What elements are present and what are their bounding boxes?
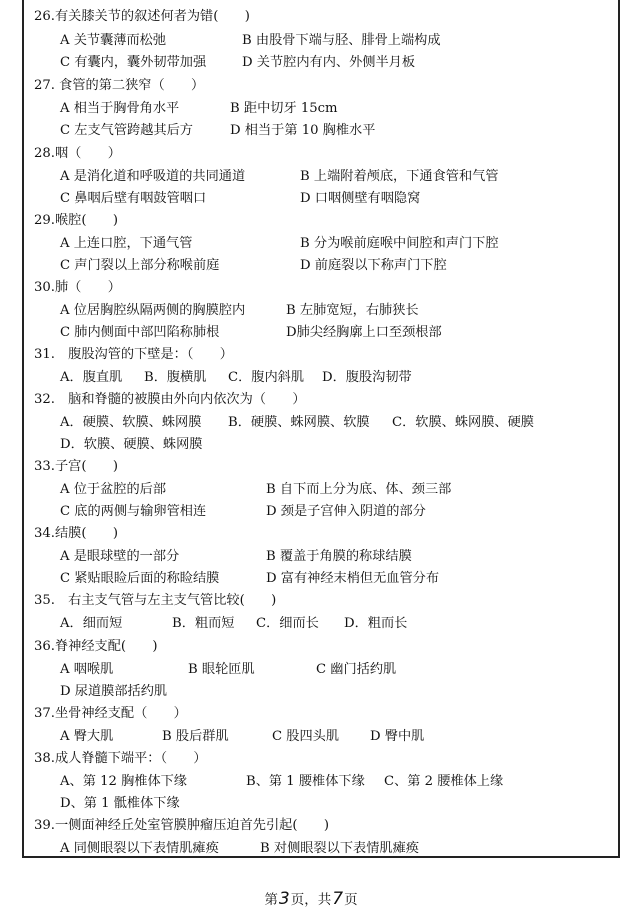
answer-option: D 相当于第 10 胸椎水平 bbox=[230, 123, 376, 138]
answer-option: C 肺内侧面中部凹陷称肺根 bbox=[60, 325, 220, 340]
answer-option: A 臀大肌 bbox=[60, 729, 114, 744]
answer-option: B 眼轮匝肌 bbox=[188, 662, 255, 677]
question-stem: 39.一侧面神经丘处室管膜肿瘤压迫首先引起( ) bbox=[34, 818, 330, 833]
answer-option: C 底的两侧与输卵管相连 bbox=[60, 504, 207, 519]
answer-option: B．粗而短 bbox=[172, 616, 235, 631]
answer-option: A 上连口腔，下通气管 bbox=[60, 236, 193, 251]
answer-option: A 位于盆腔的后部 bbox=[60, 482, 167, 497]
answer-option: B 覆盖于角膜的称球结膜 bbox=[266, 549, 412, 564]
question-stem: 26.有关膝关节的叙述何者为错( ) bbox=[34, 9, 250, 24]
answer-option: B 自下而上分为底、体、颈三部 bbox=[266, 482, 452, 497]
answer-option: C 左支气管跨越其后方 bbox=[60, 123, 193, 138]
answer-option: B 对侧眼裂以下表情肌瘫痪 bbox=[260, 841, 419, 856]
answer-option: C 幽门括约肌 bbox=[316, 662, 397, 677]
footer-prefix: 第 bbox=[264, 892, 278, 908]
question-stem: 34.结膜( ) bbox=[34, 526, 119, 541]
answer-option: B 上端附着颅底，下通食管和气管 bbox=[300, 169, 499, 184]
answer-option: C．腹内斜肌 bbox=[228, 370, 305, 385]
answer-option: A、第 12 胸椎体下缘 bbox=[60, 774, 187, 789]
answer-option: C 有囊内，囊外韧带加强 bbox=[60, 55, 207, 70]
answer-option: A．腹直肌 bbox=[60, 370, 123, 385]
question-stem: 37.坐骨神经支配（ ） bbox=[34, 706, 187, 721]
answer-option: A 同侧眼裂以下表情肌瘫痪 bbox=[60, 841, 219, 856]
question-stem: 38.成人脊髓下端平：（ ） bbox=[34, 751, 207, 766]
answer-option: D 颈是子宫伸入阴道的部分 bbox=[266, 504, 426, 519]
answer-option: C 鼻咽后壁有咽鼓管咽口 bbox=[60, 191, 207, 206]
answer-option: B．腹横肌 bbox=[144, 370, 207, 385]
footer-page-number: 3 bbox=[278, 889, 290, 909]
answer-option: D肺尖经胸廓上口至颈根部 bbox=[286, 325, 442, 340]
answer-option: A．细而短 bbox=[60, 616, 123, 631]
answer-option: A 是眼球壁的一部分 bbox=[60, 549, 180, 564]
answer-option: B 距中切牙 15cm bbox=[230, 101, 338, 116]
question-stem: 27. 食管的第二狭窄（ ） bbox=[34, 78, 205, 93]
answer-option: D 臀中肌 bbox=[370, 729, 425, 744]
page-footer bbox=[0, 888, 622, 909]
question-stem: 29.喉腔( ) bbox=[34, 213, 119, 228]
answer-option: A 是消化道和呼吸道的共同通道 bbox=[60, 169, 246, 184]
answer-option: D、第 1 骶椎体下缘 bbox=[60, 796, 180, 811]
answer-option: C 声门裂以上部分称喉前庭 bbox=[60, 258, 220, 273]
answer-option: D 前庭裂以下称声门下腔 bbox=[300, 258, 447, 273]
footer-suffix: 页 bbox=[344, 892, 358, 908]
answer-option: C．细而长 bbox=[256, 616, 319, 631]
answer-option: A 咽喉肌 bbox=[60, 662, 114, 677]
answer-option: C、第 2 腰椎体上缘 bbox=[384, 774, 504, 789]
answer-option: D 尿道膜部括约肌 bbox=[60, 684, 168, 699]
answer-option: B 分为喉前庭喉中间腔和声门下腔 bbox=[300, 236, 499, 251]
answer-option: A 相当于胸骨角水平 bbox=[60, 101, 180, 116]
answer-option: B 股后群肌 bbox=[162, 729, 229, 744]
answer-option: A．硬膜、软膜、蛛网膜 bbox=[60, 415, 202, 430]
answer-option: B 由股骨下端与胫、腓骨上端构成 bbox=[242, 33, 441, 48]
answer-option: D 富有神经末梢但无血管分布 bbox=[266, 571, 440, 586]
answer-option: A 关节囊薄而松弛 bbox=[60, 33, 167, 48]
question-stem: 32. 脑和脊髓的被膜由外向内依次为（ ） bbox=[34, 392, 306, 407]
answer-option: D．腹股沟韧带 bbox=[322, 370, 412, 385]
footer-middle: 页，共 bbox=[290, 892, 332, 908]
answer-option: B、第 1 腰椎体下缘 bbox=[246, 774, 365, 789]
question-stem: 35. 右主支气管与左主支气管比较( ) bbox=[34, 593, 277, 608]
answer-option: C．软膜、蛛网膜、硬膜 bbox=[392, 415, 534, 430]
answer-option: A 位居胸腔纵隔两侧的胸膜腔内 bbox=[60, 303, 246, 318]
answer-option: D．粗而长 bbox=[344, 616, 408, 631]
question-stem: 30.肺（ ） bbox=[34, 280, 121, 295]
answer-option: B 左肺宽短，右肺狭长 bbox=[286, 303, 419, 318]
footer-total-pages: 7 bbox=[332, 889, 344, 909]
answer-option: C 紧贴眼睑后面的称睑结膜 bbox=[60, 571, 220, 586]
answer-option: D 口咽侧壁有咽隐窝 bbox=[300, 191, 421, 206]
question-stem: 31. 腹股沟管的下壁是：（ ） bbox=[34, 347, 233, 362]
answer-option: B．硬膜、蛛网膜、软膜 bbox=[228, 415, 370, 430]
question-stem: 33.子宫( ) bbox=[34, 459, 119, 474]
question-stem: 28.咽（ ） bbox=[34, 146, 121, 161]
answer-option: D．软膜、硬膜、蛛网膜 bbox=[60, 437, 203, 452]
answer-option: C 股四头肌 bbox=[272, 729, 340, 744]
question-stem: 36.脊神经支配( ) bbox=[34, 639, 158, 654]
answer-option: D 关节腔内有内、外侧半月板 bbox=[242, 55, 416, 70]
